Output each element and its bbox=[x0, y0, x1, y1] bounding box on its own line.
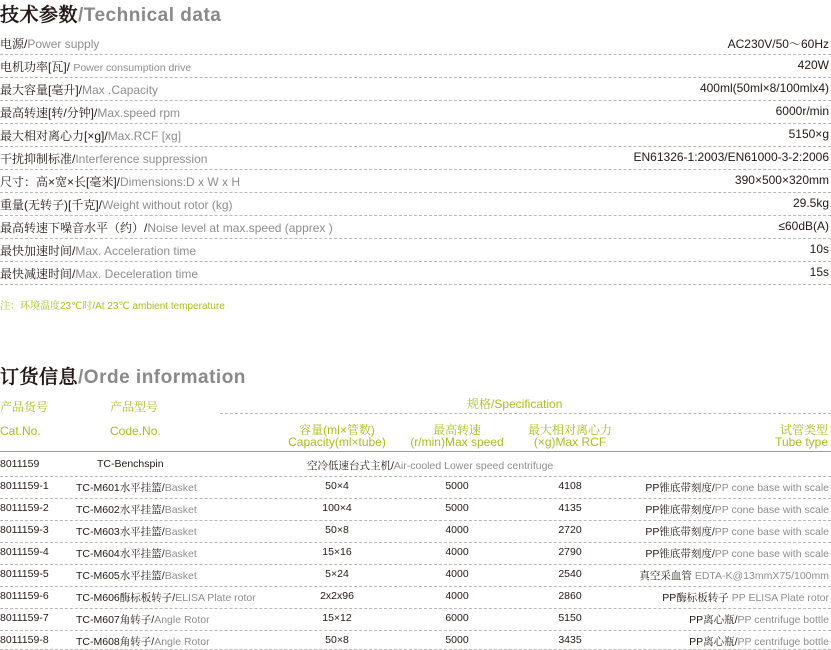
tech-label bbox=[0, 150, 207, 167]
order-title-en: /Orde information bbox=[78, 367, 246, 388]
tech-label-cn: 最快加速时间/ bbox=[0, 244, 76, 258]
cell-rcf: 3435 bbox=[558, 634, 582, 646]
cell-speed: 6000 bbox=[445, 612, 469, 624]
cell-code bbox=[76, 546, 197, 561]
cell-tube bbox=[689, 634, 829, 649]
tech-label-cn: 最高转速下噪音水平（约）/ bbox=[0, 221, 148, 235]
header-spec: 规格/Specification bbox=[467, 397, 563, 411]
cell-code bbox=[76, 568, 197, 583]
tech-title bbox=[0, 0, 221, 27]
cell-tube-cn: PP锥底带刻度/ bbox=[645, 482, 715, 494]
cell-code-cn: TC-M602水平挂篮/ bbox=[76, 504, 165, 516]
cell-code bbox=[76, 480, 197, 495]
header-speed-en: (r/min)Max speed bbox=[410, 435, 504, 449]
tech-label-cn: 电机功率[瓦]/ bbox=[0, 60, 74, 74]
cell-capacity: 5×24 bbox=[325, 568, 349, 580]
cell-rcf: 2540 bbox=[558, 568, 582, 580]
cell-cat: 8011159-3 bbox=[0, 524, 49, 536]
tech-row bbox=[0, 169, 831, 193]
table-row bbox=[0, 520, 831, 543]
cell-code-en: Angle Rotor bbox=[154, 636, 210, 648]
cell-code-cn: TC-M606酶标板转子/ bbox=[76, 592, 176, 604]
tech-label-en: Dimensions:D x W x H bbox=[120, 175, 241, 189]
tech-label-cn: 最快减速时间/ bbox=[0, 267, 76, 281]
cell-tube bbox=[645, 480, 829, 495]
tech-label-en: Max.RCF [xg] bbox=[107, 129, 182, 143]
cell-tube bbox=[689, 612, 829, 627]
cell-tube-cn: PP锥底带刻度/ bbox=[645, 504, 715, 516]
cell-capacity: 50×4 bbox=[325, 480, 349, 492]
cell-cat: 8011159-2 bbox=[0, 502, 49, 514]
cell-code-en: Basket bbox=[164, 482, 197, 494]
cell-code-cn: TC-M601水平挂篮/ bbox=[76, 482, 165, 494]
cell-code-en: Basket bbox=[164, 526, 197, 538]
cell-tube-cn: PP锥底带刻度/ bbox=[645, 526, 715, 538]
tech-label-en: Max .Capacity bbox=[82, 83, 159, 97]
cell-code-en: ELISA Plate rotor bbox=[175, 592, 256, 604]
cell-cat: 8011159-1 bbox=[0, 480, 49, 492]
cell-code bbox=[76, 502, 197, 517]
tech-value: 6000r/min bbox=[775, 104, 829, 118]
cell-tube bbox=[639, 568, 829, 583]
header-code-en: Code.No. bbox=[110, 424, 161, 438]
tech-row bbox=[0, 31, 831, 55]
tech-label bbox=[0, 242, 196, 259]
cell-speed: 4000 bbox=[445, 546, 469, 558]
cell-tube-en: PP cone base with scale bbox=[714, 504, 829, 516]
cell-rcf: 4108 bbox=[558, 480, 582, 492]
cell-capacity: 15×12 bbox=[322, 612, 352, 624]
tech-value: 400ml(50ml×8/100mlx4) bbox=[699, 81, 829, 95]
tech-label bbox=[0, 58, 191, 75]
header-rcf-en: (×g)Max RCF bbox=[533, 435, 607, 449]
table-row bbox=[0, 630, 831, 650]
cell-cat: 8011159-7 bbox=[0, 612, 49, 624]
tech-label-cn: 干扰抑制标准/ bbox=[0, 152, 76, 166]
cell-code-en: Basket bbox=[164, 570, 197, 582]
cell-speed: 4000 bbox=[445, 524, 469, 536]
tech-row bbox=[0, 54, 831, 78]
tech-value: 15s bbox=[809, 265, 829, 279]
cell-speed: 4000 bbox=[445, 568, 469, 580]
header-code-cn: 产品型号 bbox=[110, 400, 159, 414]
tech-row bbox=[0, 77, 831, 101]
cell-tube-en: PP cone base with scale bbox=[714, 482, 829, 494]
cell-speed: 5000 bbox=[445, 634, 469, 646]
cell-code-cn: TC-M605水平挂篮/ bbox=[76, 570, 165, 582]
cell-tube bbox=[662, 590, 829, 605]
cell-cat: 8011159-4 bbox=[0, 546, 49, 558]
tech-value: 420W bbox=[797, 58, 829, 72]
cell-code-en: Angle Rotor bbox=[154, 614, 210, 626]
tech-row bbox=[0, 238, 831, 262]
cell-tube-cn: 真空采血管 bbox=[639, 570, 695, 582]
cell-speed: 5000 bbox=[445, 502, 469, 514]
tech-value: ≤60dB(A) bbox=[778, 219, 829, 233]
tech-row bbox=[0, 215, 831, 239]
cell-rcf: 2790 bbox=[558, 546, 582, 558]
header-speed-cn: 最高转速 bbox=[432, 423, 481, 437]
tech-value: EN61326-1:2003/EN61000-3-2:2006 bbox=[633, 150, 829, 164]
cell-speed: 5000 bbox=[445, 480, 469, 492]
cell-capacity: 15×16 bbox=[322, 546, 352, 558]
spec-divider bbox=[220, 413, 831, 414]
cell-tube-en: PP cone base with scale bbox=[714, 548, 829, 560]
cell-rcf: 4135 bbox=[558, 502, 582, 514]
tech-title-cn: 技术参数 bbox=[0, 5, 79, 26]
tech-title-en: /Technical data bbox=[78, 5, 222, 26]
cell-code bbox=[76, 524, 197, 539]
tech-label bbox=[0, 127, 181, 144]
tech-label-en: Noise level at max.speed (apprex ) bbox=[147, 221, 333, 235]
tech-label-en: Max.speed rpm bbox=[97, 106, 181, 120]
cell-tube-en: PP cone base with scale bbox=[714, 526, 829, 538]
header-tube-en: Tube type bbox=[775, 435, 828, 449]
table-row bbox=[0, 476, 831, 499]
tech-label bbox=[0, 104, 180, 121]
table-row bbox=[0, 608, 831, 631]
tech-label-en: Power supply bbox=[27, 37, 100, 51]
cell-rcf: 2720 bbox=[558, 524, 582, 536]
tech-row bbox=[0, 146, 831, 170]
cell-code bbox=[76, 590, 256, 605]
cell-desc-cn: 空冷低速台式主机/ bbox=[307, 460, 394, 472]
tech-label bbox=[0, 173, 240, 190]
cell-rcf: 2860 bbox=[558, 590, 582, 602]
cell-rcf: 5150 bbox=[558, 612, 582, 624]
order-title bbox=[0, 362, 246, 389]
tech-label bbox=[0, 35, 99, 52]
tech-value: 10s bbox=[809, 242, 829, 256]
cell-code-en: Basket bbox=[164, 504, 197, 516]
cell-tube bbox=[645, 524, 829, 539]
header-cat-cn: 产品货号 bbox=[0, 400, 49, 414]
tech-label-cn: 重量(无转子)[千克]/ bbox=[0, 198, 102, 212]
cell-desc bbox=[307, 458, 553, 473]
cell-tube-cn: PP离心瓶/ bbox=[689, 636, 738, 648]
tech-value: 390×500×320mm bbox=[734, 173, 829, 187]
order-title-cn: 订货信息 bbox=[0, 367, 79, 388]
tech-label-cn: 最高转速[转/分钟]/ bbox=[0, 106, 98, 120]
header-rcf-cn: 最大相对离心力 bbox=[527, 423, 612, 437]
cell-tube-cn: PP锥底带刻度/ bbox=[645, 548, 715, 560]
table-row bbox=[0, 564, 831, 587]
tech-label bbox=[0, 81, 158, 98]
tech-value: AC230V/50～60Hz bbox=[727, 37, 829, 51]
header-capacity-en: Capacity(ml×tube) bbox=[288, 435, 386, 449]
cell-code bbox=[76, 612, 210, 627]
cell-capacity: 100×4 bbox=[322, 502, 352, 514]
tech-label bbox=[0, 196, 233, 213]
cell-tube bbox=[645, 546, 829, 561]
header-capacity-cn: 容量(ml×管数) bbox=[299, 423, 375, 437]
tech-note: 注：环境温度23℃时/At 23℃ ambient temperature bbox=[0, 301, 225, 312]
order-row-main bbox=[0, 454, 831, 477]
tech-label bbox=[0, 219, 333, 236]
cell-tube bbox=[645, 502, 829, 517]
tech-value: 5150×g bbox=[788, 127, 829, 141]
tech-label-cn: 尺寸：高×宽×长[毫米]/ bbox=[0, 175, 121, 189]
tech-row bbox=[0, 261, 831, 285]
cell-cat: 8011159 bbox=[0, 458, 40, 470]
cell-cat: 8011159-8 bbox=[0, 634, 49, 646]
cell-code-cn: TC-M603水平挂篮/ bbox=[76, 526, 165, 538]
tech-label-cn: 电源/ bbox=[0, 37, 28, 51]
cell-code-en: Basket bbox=[164, 548, 197, 560]
cell-capacity: 50×8 bbox=[325, 634, 349, 646]
tech-label bbox=[0, 265, 198, 282]
table-row bbox=[0, 542, 831, 565]
cell-tube-cn: PP酶标板转子 bbox=[662, 592, 732, 604]
cell-code-cn: TC-M607角转子/ bbox=[76, 614, 155, 626]
tech-label-en: Power consumption drive bbox=[73, 62, 192, 74]
cell-cat: 8011159-5 bbox=[0, 568, 49, 580]
cell-code-cn: TC-M608角转子/ bbox=[76, 636, 155, 648]
tech-row bbox=[0, 100, 831, 124]
tech-label-en: Weight without rotor (kg) bbox=[102, 198, 233, 212]
tech-label-en: Interference suppression bbox=[75, 152, 208, 166]
header-tube-cn: 试管类型 bbox=[779, 423, 828, 437]
tech-row bbox=[0, 123, 831, 147]
cell-tube-en: PP ELISA Plate rotor bbox=[731, 592, 829, 604]
table-row bbox=[0, 498, 831, 521]
tech-value: 29.5kg bbox=[792, 196, 829, 210]
tech-label-en: Max. Acceleration time bbox=[75, 244, 197, 258]
cell-code-cn: TC-M604水平挂篮/ bbox=[76, 548, 165, 560]
cell-tube-en: EDTA-K@13mmX75/100mm bbox=[694, 570, 829, 582]
cell-speed: 4000 bbox=[445, 590, 469, 602]
header-cat-en: Cat.No. bbox=[0, 424, 41, 438]
header-separator bbox=[0, 451, 831, 452]
cell-code: TC-Benchspin bbox=[97, 458, 164, 470]
tech-row bbox=[0, 192, 831, 216]
tech-label-cn: 最大容量[毫升]/ bbox=[0, 83, 83, 97]
cell-cat: 8011159-6 bbox=[0, 590, 49, 602]
cell-tube-en: PP centrifuge bottle bbox=[737, 614, 829, 626]
cell-tube-cn: PP离心瓶/ bbox=[689, 614, 738, 626]
cell-tube-en: PP centrifuge bottle bbox=[737, 636, 829, 648]
cell-code bbox=[76, 634, 210, 649]
cell-desc-en: Air-cooled Lower speed centrifuge bbox=[393, 460, 554, 472]
tech-label-en: Max. Deceleration time bbox=[75, 267, 199, 281]
tech-label-cn: 最大相对离心力[×g]/ bbox=[0, 129, 108, 143]
cell-capacity: 2x2x96 bbox=[320, 590, 354, 602]
cell-capacity: 50×8 bbox=[325, 524, 349, 536]
table-row bbox=[0, 586, 831, 609]
